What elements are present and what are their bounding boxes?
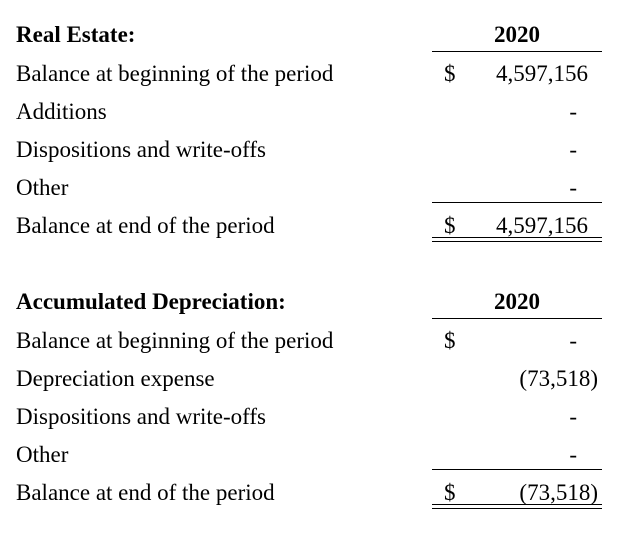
- real-estate-heading: Real Estate:: [16, 22, 136, 47]
- row-value: -: [569, 137, 577, 162]
- row-label: Other: [16, 175, 69, 200]
- row-label: Balance at beginning of the period: [16, 61, 334, 86]
- row-value: (73,518): [519, 366, 598, 391]
- row-value: -: [569, 442, 577, 467]
- depreciation-header-rule: [432, 318, 602, 319]
- depreciation-header-row: [0, 287, 617, 325]
- total-double-rule: [432, 237, 602, 242]
- row-label: Dispositions and write-offs: [16, 404, 267, 429]
- row-value: 4,597,156: [496, 61, 588, 86]
- row-label: Balance at end of the period: [16, 480, 275, 505]
- row-label: Dispositions and write-offs: [16, 137, 267, 162]
- row-label: Balance at end of the period: [16, 213, 275, 238]
- row-label: Additions: [16, 99, 107, 124]
- table-row: [0, 440, 617, 478]
- real-estate-header-rule: [432, 51, 602, 52]
- row-value: 4,597,156: [496, 213, 588, 238]
- row-value: -: [569, 328, 577, 353]
- currency-symbol: $: [444, 61, 456, 86]
- row-label: Balance at beginning of the period: [16, 328, 334, 353]
- row-value: -: [569, 175, 577, 200]
- total-row: [0, 478, 617, 516]
- total-row: [0, 211, 617, 249]
- real-estate-header-row: [0, 20, 617, 58]
- row-value: -: [569, 99, 577, 124]
- real-estate-year: 2020: [494, 22, 540, 47]
- table-row: [0, 59, 617, 97]
- subtotal-rule: [432, 202, 602, 203]
- currency-symbol: $: [444, 480, 456, 505]
- table-row: [0, 326, 617, 364]
- row-label: Other: [16, 442, 69, 467]
- depreciation-heading: Accumulated Depreciation:: [16, 289, 286, 314]
- table-row: [0, 97, 617, 135]
- subtotal-rule: [432, 469, 602, 470]
- total-double-rule: [432, 504, 602, 509]
- table-row: [0, 135, 617, 173]
- row-label: Depreciation expense: [16, 366, 215, 391]
- row-value: -: [569, 404, 577, 429]
- table-row: [0, 402, 617, 440]
- table-row: [0, 173, 617, 211]
- row-value: (73,518): [519, 480, 598, 505]
- currency-symbol: $: [444, 328, 456, 353]
- depreciation-year: 2020: [494, 289, 540, 314]
- currency-symbol: $: [444, 213, 456, 238]
- table-row: [0, 364, 617, 402]
